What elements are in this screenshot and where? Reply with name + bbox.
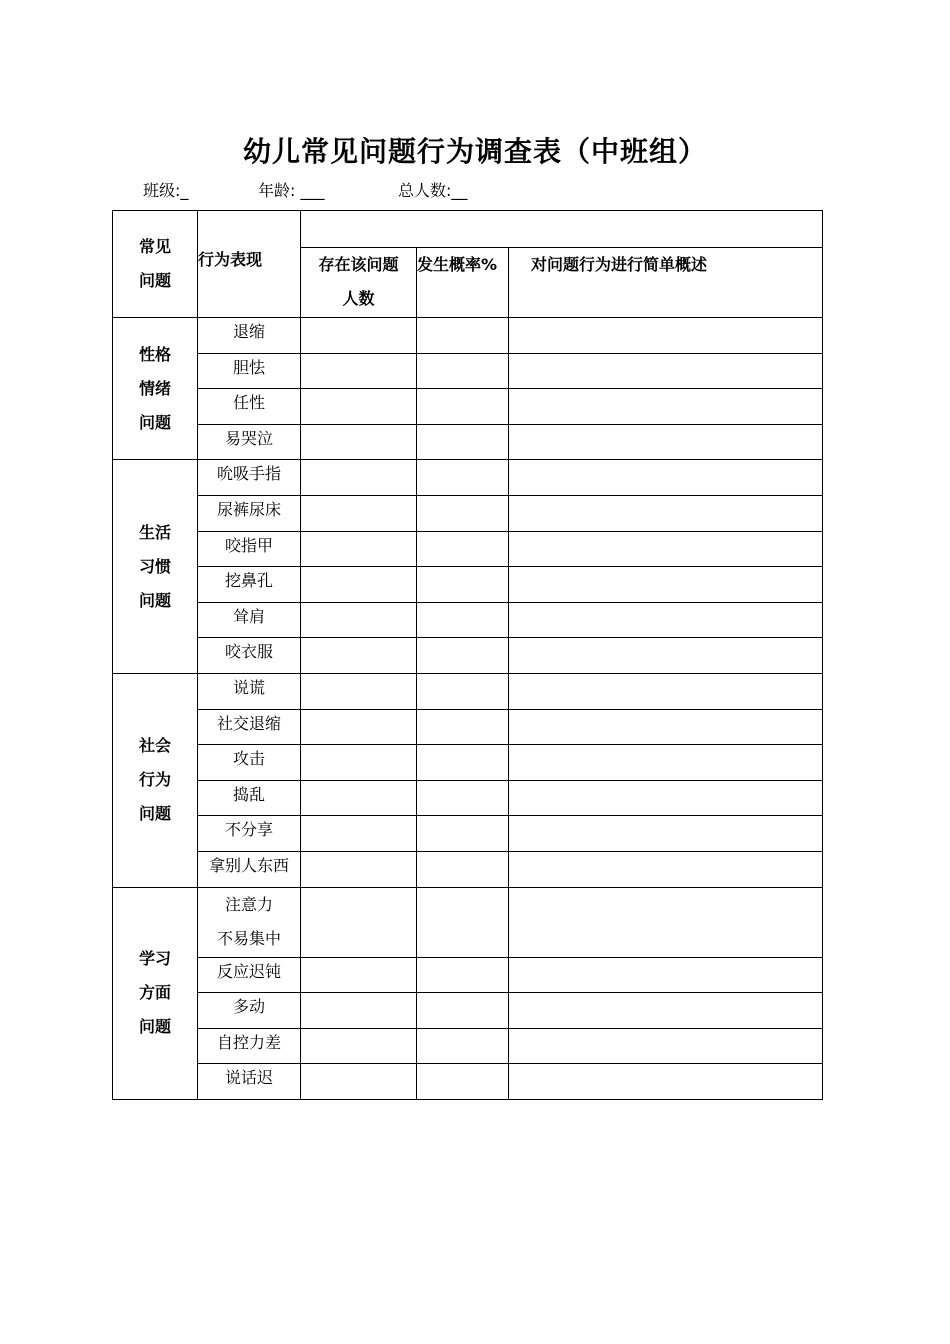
description-cell[interactable] [509, 957, 823, 993]
header-rate-label: 发生概率% [417, 255, 498, 274]
count-cell[interactable] [301, 424, 417, 460]
age-field: 年龄: ___ [258, 181, 325, 200]
behavior-label: 自控力差 [216, 1032, 281, 1052]
table-row [113, 816, 823, 852]
header-category-line-2: 问题 [138, 271, 171, 290]
count-cell[interactable] [301, 887, 417, 957]
behavior-label: 咬指甲 [224, 535, 273, 555]
rate-cell[interactable] [417, 495, 509, 531]
behavior-cell [198, 816, 301, 852]
behavior-cell [198, 957, 301, 993]
count-cell[interactable] [301, 993, 417, 1029]
behavior-cell [198, 673, 301, 709]
behavior-label: 说话迟 [224, 1068, 273, 1088]
rate-cell[interactable] [417, 780, 509, 816]
count-cell[interactable] [301, 389, 417, 425]
category-line: 习惯 [138, 556, 171, 576]
class-field: 班级:_ [143, 181, 189, 200]
survey-table [112, 210, 823, 1100]
rate-cell[interactable] [417, 567, 509, 603]
count-cell[interactable] [301, 673, 417, 709]
table-row [113, 567, 823, 603]
count-cell[interactable] [301, 1028, 417, 1064]
count-cell[interactable] [301, 495, 417, 531]
behavior-label: 多动 [232, 997, 265, 1017]
description-cell[interactable] [509, 851, 823, 887]
behavior-cell [198, 495, 301, 531]
table-row [113, 353, 823, 389]
behavior-label: 攻击 [232, 749, 265, 769]
count-cell[interactable] [301, 531, 417, 567]
behavior-cell [198, 424, 301, 460]
table-row [113, 993, 823, 1029]
description-cell[interactable] [509, 638, 823, 674]
table-row [113, 638, 823, 674]
rate-cell[interactable] [417, 602, 509, 638]
behavior-label: 拿别人东西 [208, 855, 289, 875]
behavior-label: 挖鼻孔 [224, 571, 273, 591]
header-count-line-1: 存在该问题 [318, 255, 399, 274]
count-cell[interactable] [301, 745, 417, 781]
description-cell[interactable] [509, 389, 823, 425]
rate-cell[interactable] [417, 709, 509, 745]
description-cell[interactable] [509, 816, 823, 852]
table-row [113, 602, 823, 638]
description-cell[interactable] [509, 887, 823, 957]
category-line: 性格 [138, 344, 171, 364]
table-row [113, 957, 823, 993]
behavior-cell [198, 780, 301, 816]
table-row [113, 887, 823, 957]
count-cell[interactable] [301, 638, 417, 674]
total-count-field: 总人数:__ [398, 181, 468, 200]
table-row [113, 531, 823, 567]
header-category-cell [113, 211, 198, 318]
rate-cell[interactable] [417, 424, 509, 460]
description-cell[interactable] [509, 1028, 823, 1064]
behavior-label-line: 注意力 [224, 894, 273, 914]
rate-cell[interactable] [417, 993, 509, 1029]
category-line: 方面 [138, 983, 171, 1003]
category-line: 社会 [138, 736, 171, 756]
behavior-label: 反应迟钝 [216, 961, 281, 981]
header-count-cell [301, 248, 417, 318]
rate-cell[interactable] [417, 673, 509, 709]
behavior-label: 易哭泣 [224, 428, 273, 448]
category-line: 行为 [138, 770, 171, 790]
table-row [113, 780, 823, 816]
behavior-label: 耸肩 [232, 606, 265, 626]
rate-cell[interactable] [417, 389, 509, 425]
description-cell[interactable] [509, 673, 823, 709]
description-cell[interactable] [509, 1064, 823, 1100]
description-cell[interactable] [509, 780, 823, 816]
table-row [113, 318, 823, 354]
count-cell[interactable] [301, 318, 417, 354]
header-desc-label: 对问题行为进行简单概述 [531, 255, 708, 274]
rate-cell[interactable] [417, 353, 509, 389]
behavior-label: 胆怯 [232, 357, 265, 377]
category-cell [113, 460, 198, 674]
header-category-line-1: 常见 [138, 237, 171, 256]
behavior-cell [198, 602, 301, 638]
table-row [113, 745, 823, 781]
category-line: 问题 [138, 412, 171, 432]
description-cell[interactable] [509, 424, 823, 460]
rate-cell[interactable] [417, 1064, 509, 1100]
table-row [113, 389, 823, 425]
description-cell[interactable] [509, 567, 823, 603]
description-cell[interactable] [509, 709, 823, 745]
description-cell[interactable] [509, 531, 823, 567]
table-row [113, 709, 823, 745]
category-line: 学习 [138, 949, 171, 969]
behavior-label: 尿裤尿床 [216, 499, 281, 519]
table-row [113, 1028, 823, 1064]
rate-cell[interactable] [417, 460, 509, 496]
category-line: 问题 [138, 1017, 171, 1037]
table-row [113, 851, 823, 887]
behavior-cell [198, 460, 301, 496]
behavior-cell [198, 1028, 301, 1064]
table-row [113, 1064, 823, 1100]
rate-cell[interactable] [417, 851, 509, 887]
behavior-label: 吮吸手指 [216, 464, 281, 484]
behavior-cell [198, 851, 301, 887]
category-cell [113, 887, 198, 1099]
category-cell [113, 318, 198, 460]
category-cell [113, 673, 198, 887]
description-cell[interactable] [509, 495, 823, 531]
behavior-cell [198, 993, 301, 1029]
rate-cell[interactable] [417, 957, 509, 993]
behavior-cell [198, 567, 301, 603]
count-cell[interactable] [301, 353, 417, 389]
header-row-top [113, 211, 823, 248]
rate-cell[interactable] [417, 1028, 509, 1064]
category-line: 情绪 [138, 378, 171, 398]
description-cell[interactable] [509, 602, 823, 638]
category-line: 生活 [138, 522, 171, 542]
count-cell[interactable] [301, 602, 417, 638]
category-line: 问题 [138, 804, 171, 824]
table-row [113, 673, 823, 709]
header-behavior-cell [198, 211, 301, 318]
behavior-cell [198, 887, 301, 957]
rate-cell[interactable] [417, 816, 509, 852]
count-cell[interactable] [301, 780, 417, 816]
behavior-cell [198, 353, 301, 389]
description-cell[interactable] [509, 745, 823, 781]
rate-cell[interactable] [417, 887, 509, 957]
header-behavior-label: 行为表现 [198, 250, 263, 269]
behavior-cell [198, 1064, 301, 1100]
count-cell[interactable] [301, 851, 417, 887]
behavior-cell [198, 318, 301, 354]
behavior-label: 社交退缩 [216, 713, 281, 733]
count-cell[interactable] [301, 957, 417, 993]
description-cell[interactable] [509, 460, 823, 496]
behavior-label: 咬衣服 [224, 642, 273, 662]
count-cell[interactable] [301, 567, 417, 603]
count-cell[interactable] [301, 460, 417, 496]
page-title: 幼儿常见问题行为调查表（中班组） [242, 135, 707, 168]
rate-cell[interactable] [417, 745, 509, 781]
header-count-line-2: 人数 [342, 289, 375, 308]
header-desc-cell [509, 248, 823, 318]
behavior-cell [198, 638, 301, 674]
description-cell[interactable] [509, 353, 823, 389]
rate-cell[interactable] [417, 531, 509, 567]
header-rate-cell [417, 248, 509, 318]
behavior-label: 说谎 [232, 677, 265, 697]
count-cell[interactable] [301, 709, 417, 745]
behavior-cell [198, 709, 301, 745]
table-row [113, 460, 823, 496]
rate-cell[interactable] [417, 318, 509, 354]
behavior-label: 捣乱 [232, 784, 265, 804]
description-cell[interactable] [509, 318, 823, 354]
count-cell[interactable] [301, 1064, 417, 1100]
behavior-cell [198, 531, 301, 567]
count-cell[interactable] [301, 816, 417, 852]
behavior-label: 退缩 [232, 322, 265, 341]
behavior-cell [198, 745, 301, 781]
header-blank-cell [301, 211, 823, 248]
category-line: 问题 [138, 590, 171, 610]
behavior-label: 任性 [232, 393, 265, 413]
rate-cell[interactable] [417, 638, 509, 674]
description-cell[interactable] [509, 993, 823, 1029]
table-row [113, 495, 823, 531]
behavior-label-line: 不易集中 [216, 928, 281, 948]
table-row [113, 424, 823, 460]
behavior-cell [198, 389, 301, 425]
behavior-label: 不分享 [224, 820, 273, 840]
